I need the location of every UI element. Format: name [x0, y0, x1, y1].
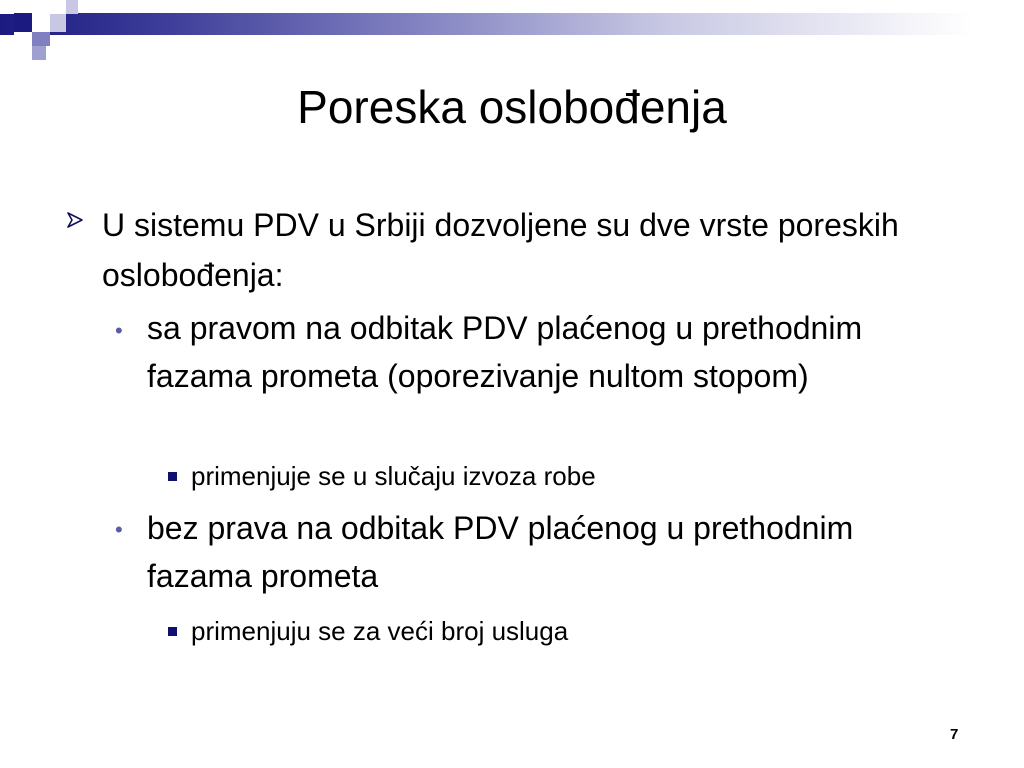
square-bullet-icon [168, 627, 177, 636]
bullet-level2-text-zero-rate: sa pravom na odbitak PDV plaćenog u prethodnim fazama prometa (oporezivanje nultom stopom) [147, 310, 863, 394]
bullet-level3-text-services: primenjuju se za veći broj usluga [191, 616, 569, 646]
header-gradient-bar [0, 13, 1024, 35]
bullet-level3-text-export: primenjuje se u slučaju izvoza robe [191, 461, 596, 491]
dot-bullet-icon: • [115, 318, 123, 343]
bullet-level1-text: U sistemu PDV u Srbiji dozvoljene su dve vrste poreskih oslobođenja: [102, 207, 899, 293]
arrowhead-bullet-icon [65, 210, 85, 230]
square-bullet-icon [168, 472, 177, 481]
bullet-level2-text-no-deduction: bez prava na odbitak PDV plaćenog u prethodnim fazama prometa [147, 510, 854, 594]
slide-title: Poreska oslobođenja [297, 81, 727, 133]
dot-bullet-icon: • [115, 517, 123, 542]
page-number: 7 [950, 726, 959, 743]
